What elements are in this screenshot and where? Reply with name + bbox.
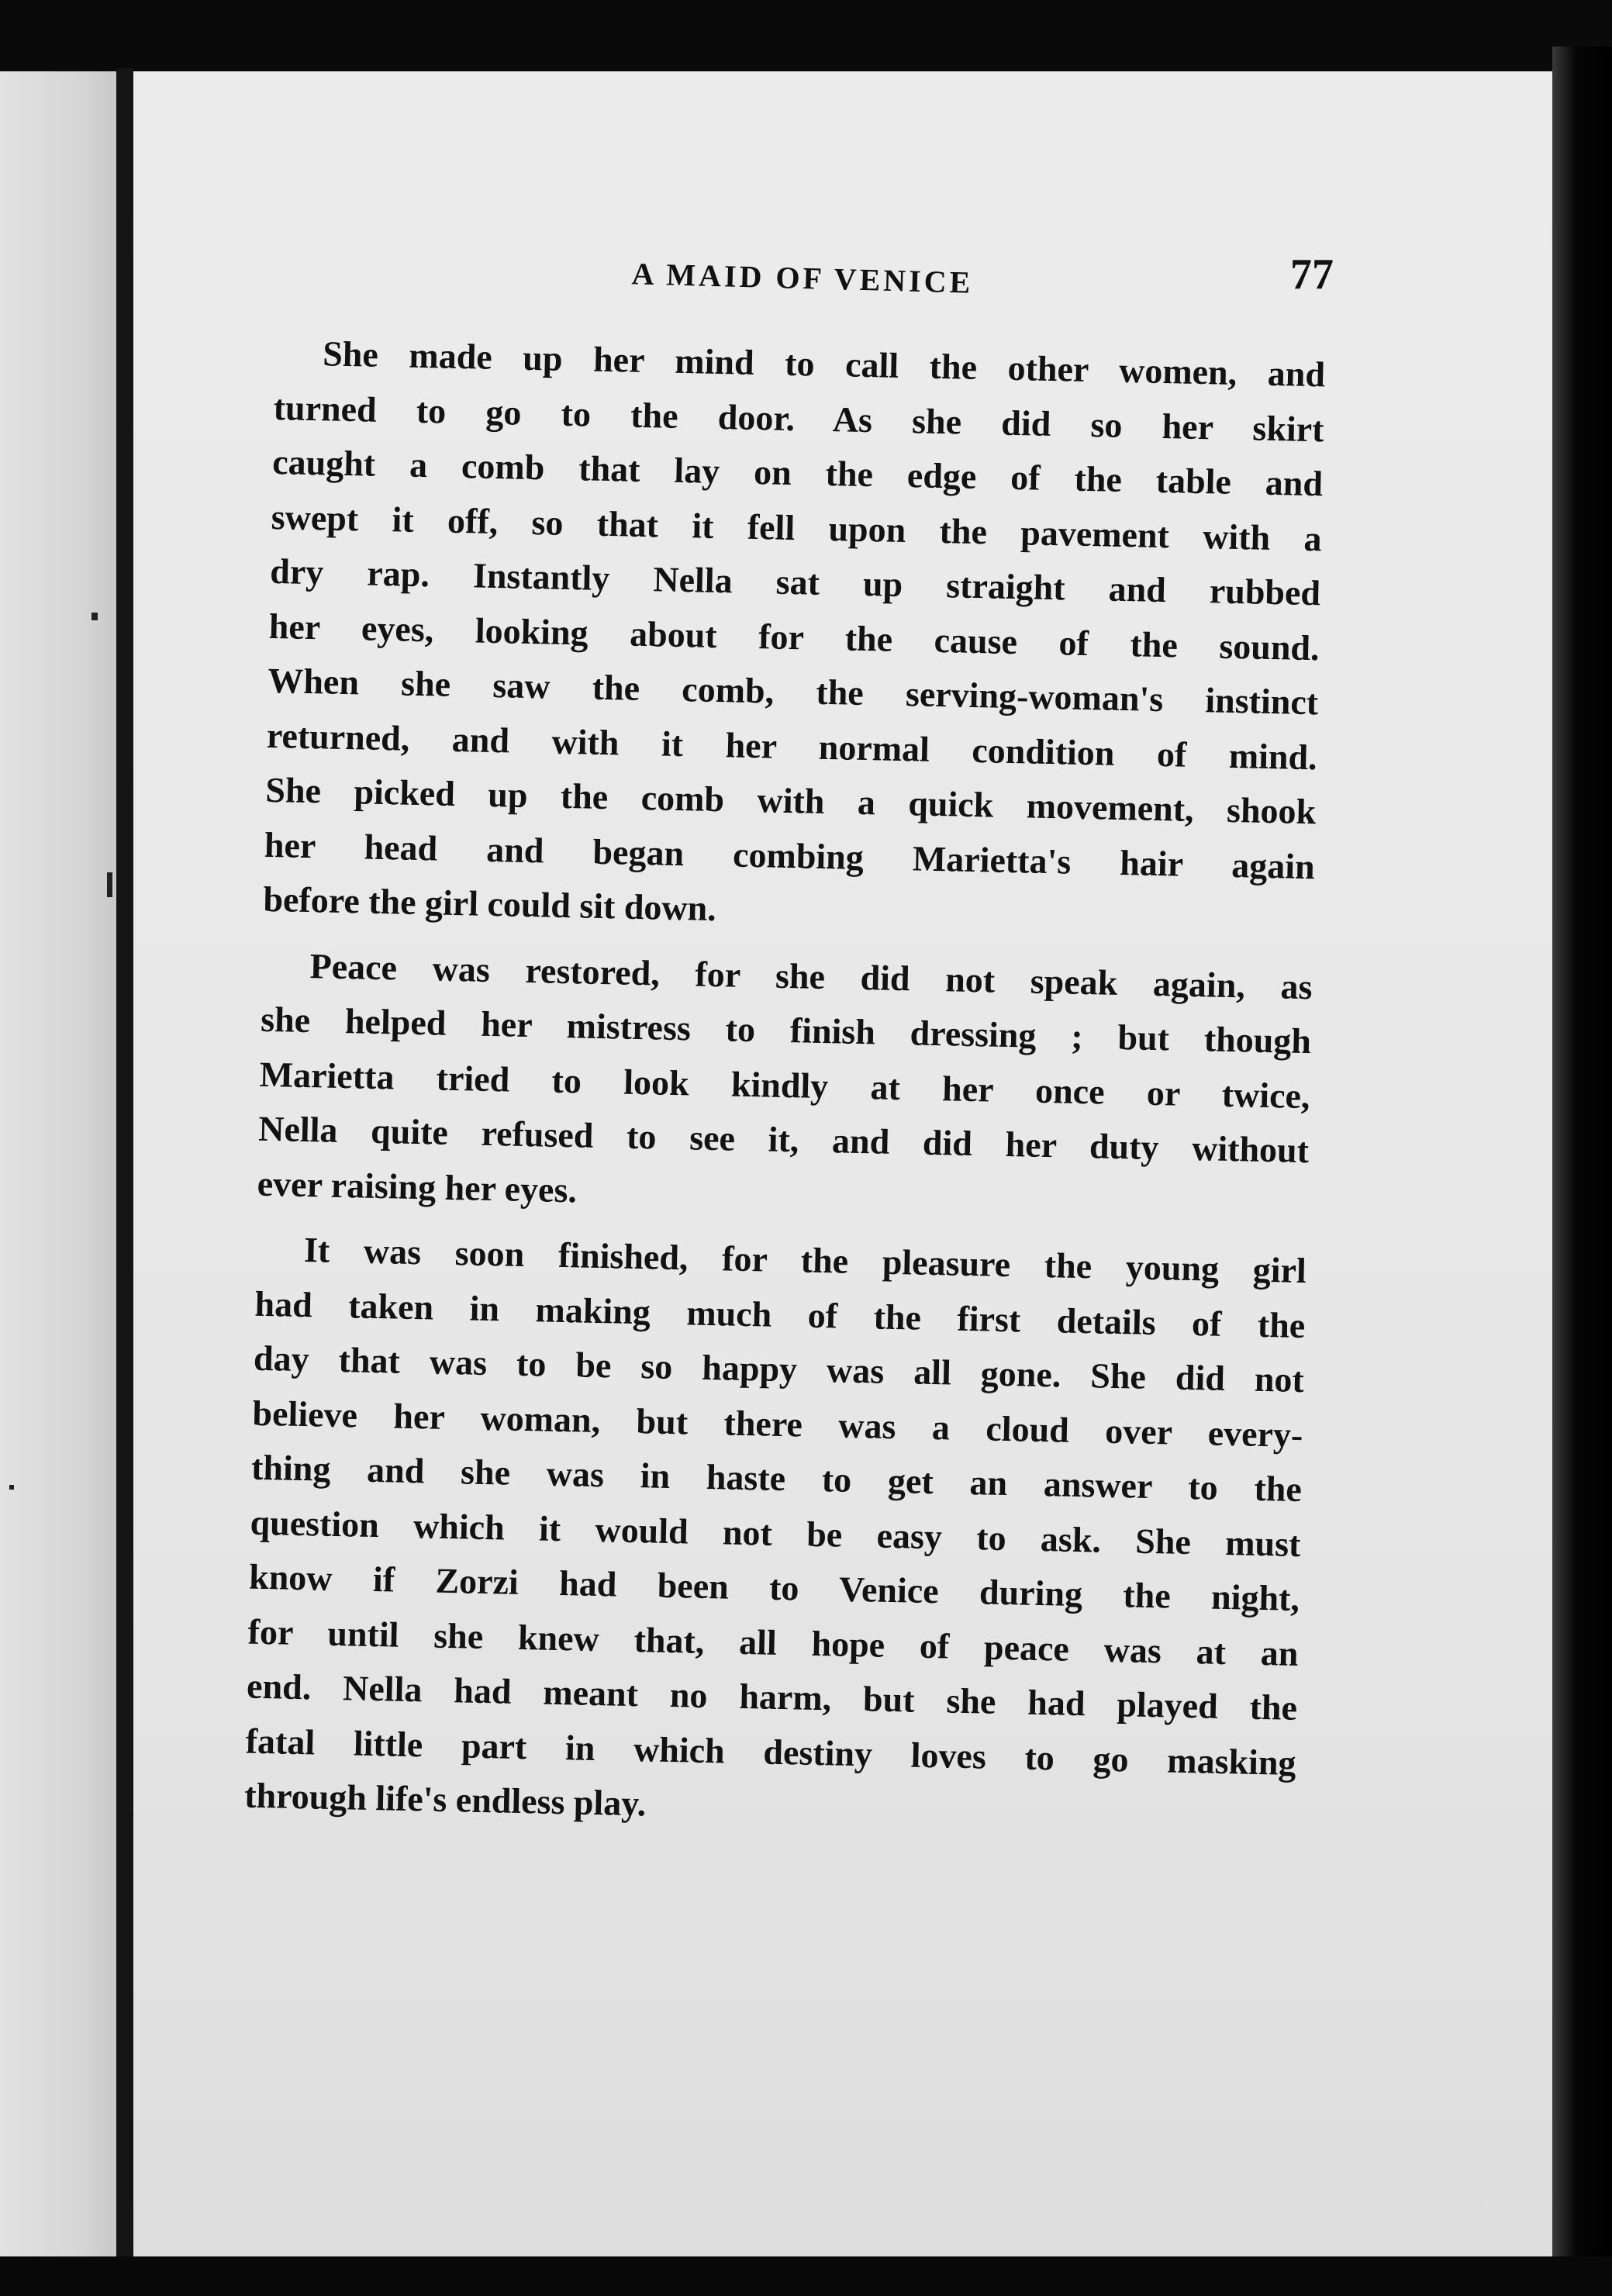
scan-right-shadow	[1552, 47, 1612, 2296]
text-line: before the girl could sit down.	[262, 879, 717, 929]
text-line: end. Nella had meant no harm, but she had played the	[246, 1666, 1298, 1728]
paragraph	[263, 326, 1326, 949]
text-line: caught a comb that lay on the edge of the table and	[271, 441, 1324, 504]
text-line: question which it would not be easy to ask. She must	[250, 1502, 1301, 1564]
text-line: fatal little part in which destiny loves to go masking	[245, 1721, 1297, 1783]
text-line: returned, and with it her normal condition of mind.	[266, 715, 1318, 777]
text-line: When she saw the comb, the serving-woman's instinct	[267, 660, 1319, 723]
margin-mark	[91, 613, 98, 620]
text-line: day that was to be so happy was all gone. She did not	[253, 1338, 1305, 1400]
text-line: had taken in making much of the first details of the	[254, 1283, 1306, 1345]
text-line: Peace was restored, for she did not speak again, as	[309, 945, 1313, 1006]
text-line: believe her woman, but there was a cloud over every-	[252, 1393, 1303, 1455]
page-gutter-rule	[116, 68, 133, 2270]
text-line: her head and began combing Marietta's hair again	[264, 824, 1316, 886]
text-line: her eyes, looking about for the cause of the sound.	[268, 606, 1320, 668]
text-line: dry rap. Instantly Nella sat up straight and rubbed	[269, 551, 1321, 613]
page-number: 77	[1290, 250, 1334, 299]
text-line: She made up her mind to call the other women, and	[322, 333, 1326, 395]
facing-page-edge	[0, 71, 116, 2258]
scan-bottom-border	[0, 2256, 1612, 2296]
text-line: swept it off, so that it fell upon the pavement with a	[271, 496, 1323, 558]
text-line: through life's endless play.	[243, 1775, 647, 1824]
paragraph	[257, 937, 1313, 1233]
scan-top-border	[0, 0, 1612, 71]
running-head: A MAID OF VENICE	[631, 256, 974, 300]
text-line: know if Zorzi had been to Venice during the night,	[248, 1556, 1300, 1619]
paragraph	[244, 1222, 1307, 1845]
text-line: she helped her mistress to finish dressing ; but though	[260, 999, 1312, 1062]
text-line: for until she knew that, all hope of peace was at an	[247, 1611, 1299, 1673]
text-line: It was soon finished, for the pleasure the young girl	[303, 1230, 1307, 1291]
text-line: Nella quite refused to see it, and did her duty without	[257, 1108, 1310, 1171]
text-line: ever raising her eyes.	[257, 1163, 578, 1210]
text-line: She picked up the comb with a quick movement, shook	[264, 769, 1317, 832]
text-line: thing and she was in haste to get an answer to the	[250, 1447, 1303, 1510]
text-line: Marietta tried to look kindly at her once or twice,	[259, 1054, 1311, 1116]
text-line: turned to go to the door. As she did so her skirt	[273, 387, 1325, 449]
margin-mark	[107, 872, 112, 897]
body-text	[243, 326, 1325, 1856]
margin-mark	[9, 1485, 14, 1490]
